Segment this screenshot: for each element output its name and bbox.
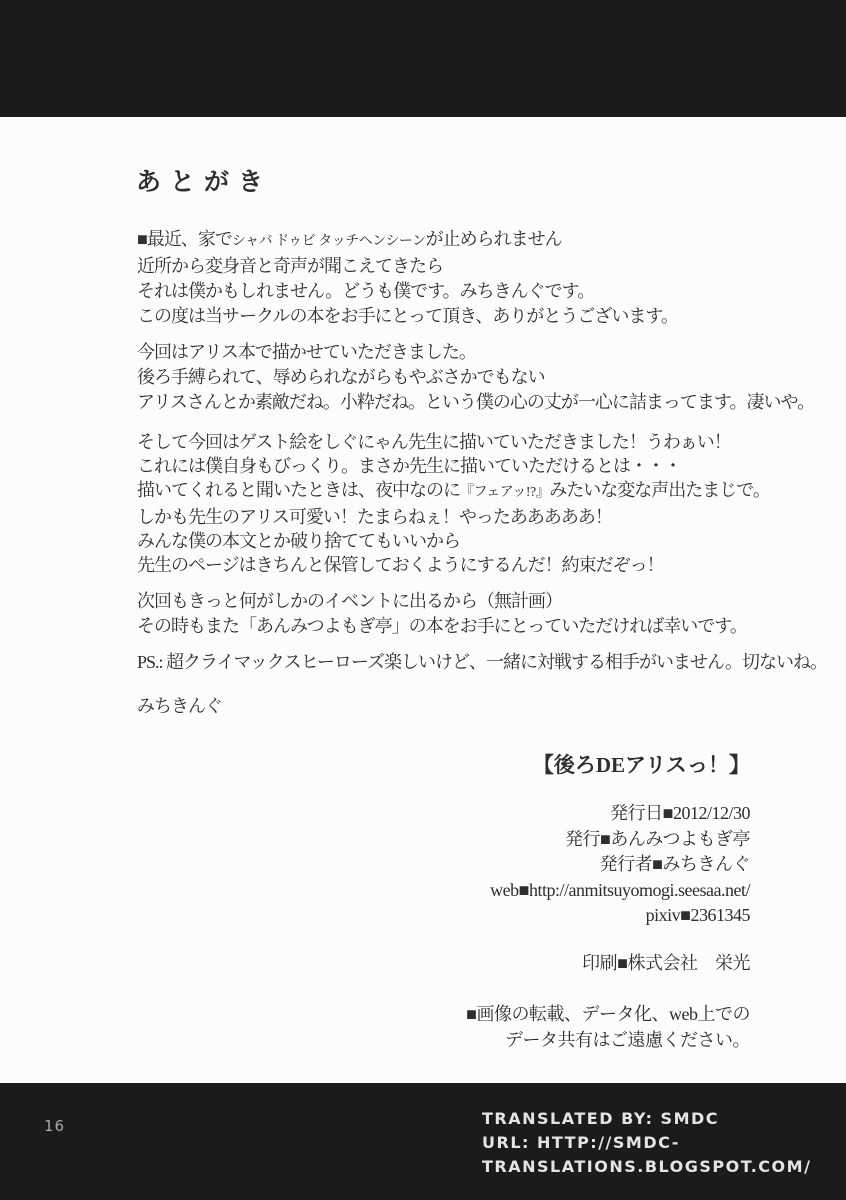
paragraph-next-event bbox=[137, 589, 747, 639]
translator-credits bbox=[482, 1107, 811, 1179]
text-line: しかも先生のアリス可愛い！たまらねぇ！やったあああああ！ bbox=[137, 507, 612, 527]
credit-line-translator: TRANSLATED BY: SMDC bbox=[482, 1109, 720, 1128]
colophon-web-url: web■http://anmitsuyomogi.seesaa.net/ bbox=[490, 879, 750, 900]
text-line bbox=[137, 478, 770, 505]
line-part-quote: 『フェアッ!?』 bbox=[460, 485, 550, 500]
line-part-katakana: シャバ ドゥビ タッチヘンシーン bbox=[231, 234, 426, 249]
line-part: が止められません bbox=[425, 229, 562, 249]
text-line: 今回はアリス本で描かせていただきました。 bbox=[137, 342, 476, 362]
text-line: それは僕かもしれません。どうも僕です。みちきんぐです。 bbox=[137, 281, 595, 301]
page-number: 16 bbox=[44, 1117, 66, 1135]
line-part: 描いてくれると聞いたときは、夜中なのに bbox=[137, 480, 460, 500]
paragraph-guest-art bbox=[137, 430, 770, 577]
colophon-author: 発行者■みちきんぐ bbox=[599, 854, 750, 874]
text-line: みんな僕の本文とか破り捨ててもいいから bbox=[137, 531, 460, 551]
line-part: みたいな変な声出たまじで。 bbox=[549, 480, 770, 500]
text-line: アリスさんとか素敵だね。小粋だね。という僕の心の丈が一心に詰まってます。凄いや。 bbox=[137, 392, 815, 412]
text-line: これには僕自身もびっくり。まさか先生に描いていただけるとは・・・ bbox=[137, 456, 681, 476]
text-line: 後ろ手縛られて、辱められながらもやぶさかでもない bbox=[137, 367, 545, 387]
text-line: その時もまた「あんみつよもぎ亭」の本をお手にとっていただければ幸いです。 bbox=[137, 616, 747, 636]
notice-line: ■画像の転載、データ化、web上での bbox=[466, 1004, 750, 1024]
credit-line-url-continued: TRANSLATIONS.BLOGSPOT.COM/ bbox=[482, 1157, 812, 1176]
colophon-block bbox=[490, 801, 750, 929]
reproduction-notice bbox=[466, 1001, 750, 1053]
afterword-heading: あとがき bbox=[136, 169, 273, 196]
colophon-publisher: 発行■あんみつよもぎ亭 bbox=[564, 828, 750, 849]
postscript-line: PS.: 超クライマックスヒーローズ楽しいけど、一緒に対戦する相手がいません。切ないね。 bbox=[137, 652, 828, 672]
top-black-band bbox=[0, 0, 846, 117]
colophon-publish-date: 発行日■2012/12/30 bbox=[610, 803, 750, 823]
text-line: 近所から変身音と奇声が聞こえてきたら bbox=[137, 256, 443, 276]
text-line: 先生のページはきちんと保管しておくようにするんだ！約束だぞっ！ bbox=[137, 555, 664, 575]
credit-line-url: URL: HTTP://SMDC- bbox=[482, 1133, 680, 1152]
text-line bbox=[137, 227, 678, 254]
line-part: ■最近、家で bbox=[137, 229, 232, 249]
notice-line: データ共有はご遠慮ください。 bbox=[505, 1030, 750, 1050]
text-line: 次回もきっと何がしかのイベントに出るから（無計画） bbox=[137, 591, 562, 611]
paragraph-intro bbox=[137, 227, 678, 329]
text-line: そして今回はゲスト絵をしぐにゃん先生に描いていただきました！うわぁい！ bbox=[137, 432, 731, 452]
book-title: 【後ろDEアリスっ！】 bbox=[532, 753, 750, 777]
text-line: この度は当サークルの本をお手にとって頂き、ありがとうございます。 bbox=[137, 306, 678, 326]
colophon-pixiv-id: pixiv■2361345 bbox=[645, 905, 750, 925]
paragraph-alice-book bbox=[137, 340, 814, 415]
printer-line: 印刷■株式会社 栄光 bbox=[582, 953, 750, 973]
author-signature: みちきんぐ bbox=[137, 696, 222, 716]
